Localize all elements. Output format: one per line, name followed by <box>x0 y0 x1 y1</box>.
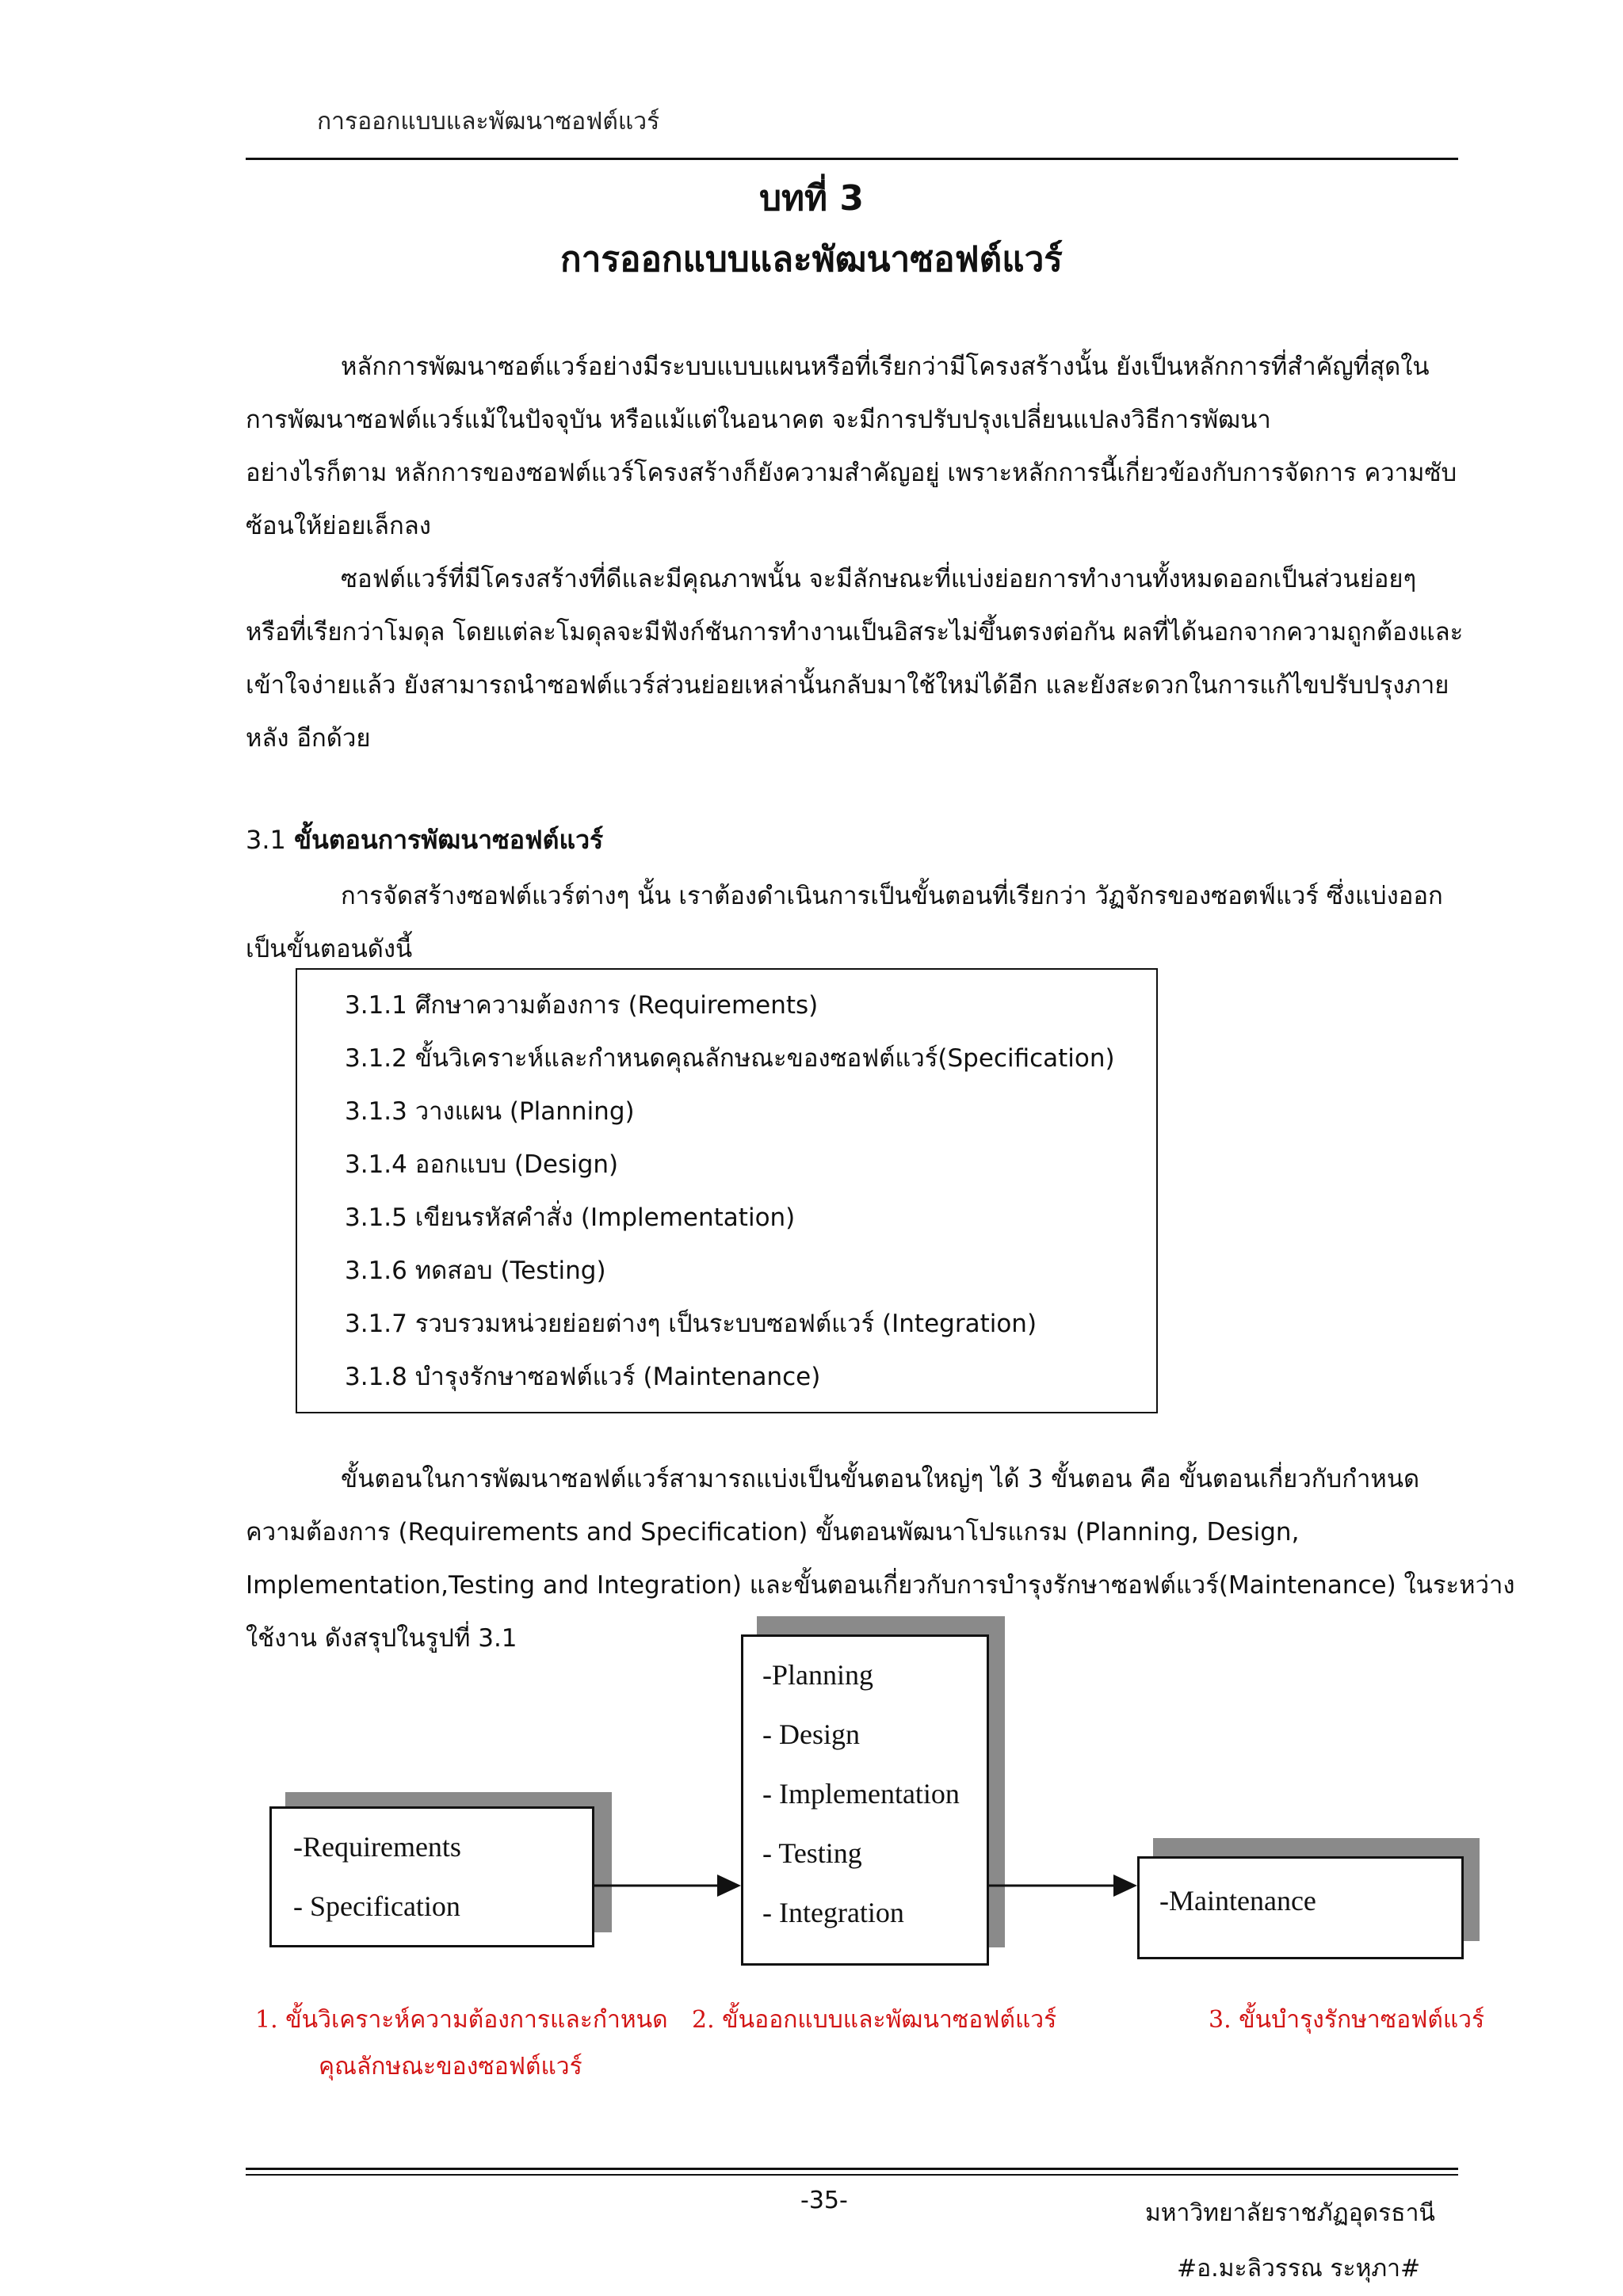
paragraph-line: ซอฟต์แวร์ที่มีโครงสร้างที่ดีและมีคุณภาพนั้น จะมีลักษณะที่แบ่งย่อยการทำงานทั้งหมดออกเป็นส่วนย่อยๆ <box>341 565 1417 593</box>
box-item: - Design <box>762 1718 860 1750</box>
paragraph-line: อย่างไรก็ตาม หลักการของซอฟต์แวร์โครงสร้างก็ยังความสำคัญอยู่ เพราะหลักการนี้เกี่ยวข้องกับการจัดการ ความซับ <box>246 459 1457 487</box>
paragraph-line: หลักการพัฒนาซอต์แวร์อย่างมีระบบแบบแผนหรือที่เรียกว่ามีโครงสร้างนั้น ยังเป็นหลักการที่สำคัญที่สุดใน <box>341 353 1430 381</box>
running-header: การออกแบบและพัฒนาซอฟต์แวร์ <box>317 108 660 135</box>
paragraph-line: ความต้องการ (Requirements and Specification) ขั้นตอนพัฒนาโปรแกรม (Planning, Design, <box>246 1518 1300 1547</box>
page-number: -35- <box>800 2187 848 2214</box>
stage-caption-3: 3. ขั้นบำรุงรักษาซอฟต์แวร์ <box>1209 2006 1485 2034</box>
paragraph-line: ใช้งาน ดังสรุปในรูปที่ 3.1 <box>246 1624 517 1653</box>
box-item: -Requirements <box>293 1831 461 1863</box>
stage-caption-1: 1. ขั้นวิเคราะห์ความต้องการและกำหนด <box>255 2006 668 2034</box>
section-number: 3.1 <box>246 825 286 855</box>
step-item: 3.1.6 ทดสอบ (Testing) <box>345 1257 606 1285</box>
box-item: - Specification <box>293 1890 460 1922</box>
step-item: 3.1.1 ศึกษาความต้องการ (Requirements) <box>345 991 819 1020</box>
paragraph-line: ซ้อนให้ย่อยเล็กลง <box>246 512 431 540</box>
paragraph-line: Implementation,Testing and Integration) และขั้นตอนเกี่ยวกับการบำรุงรักษาซอฟต์แวร์(Maintenance) ในระหว่าง <box>246 1571 1515 1600</box>
paragraph-line: เข้าใจง่ายแล้ว ยังสามารถนำซอฟต์แวร์ส่วนย่อยเหล่านั้นกลับมาใช้ใหม่ได้อีก และยังสะดวกในการแก้ไขปรับปรุงภาย <box>246 671 1449 700</box>
box-item: - Testing <box>762 1837 862 1869</box>
paragraph-line: หลัง อีกด้วย <box>246 724 371 753</box>
footer-rule <box>246 2174 1458 2176</box>
paragraph-line: การจัดสร้างซอฟต์แวร์ต่างๆ นั้น เราต้องดำเนินการเป็นขั้นตอนที่เรียกว่า วัฏจักรของซอตฟ์แวร์ ซึ่งแบ่งออก <box>341 882 1443 910</box>
paragraph-line: การพัฒนาซอฟต์แวร์แม้ในปัจจุบัน หรือแม้แต่ในอนาคต จะมีการปรับปรุงเปลี่ยนแปลงวิธีการพัฒนา <box>246 406 1271 434</box>
box-item: -Planning <box>762 1659 873 1691</box>
footer-institution: มหาวิทยาลัยราชภัฏอุดรธานี <box>1145 2199 1435 2227</box>
step-item: 3.1.8 บำรุงรักษาซอฟต์แวร์ (Maintenance) <box>345 1363 821 1391</box>
chapter-number: บทที่ 3 <box>759 178 864 219</box>
stage-caption-1-line2: คุณลักษณะของซอฟต์แวร์ <box>319 2053 582 2081</box>
step-item: 3.1.4 ออกแบบ (Design) <box>345 1150 619 1179</box>
box-item: - Integration <box>762 1897 904 1928</box>
step-item: 3.1.7 รวบรวมหน่วยย่อยต่างๆ เป็นระบบซอฟต์แวร์ (Integration) <box>345 1310 1037 1338</box>
step-item: 3.1.3 วางแผน (Planning) <box>345 1097 635 1126</box>
step-item: 3.1.2 ขั้นวิเคราะห์และกำหนดคุณลักษณะของซอฟต์แวร์(Specification) <box>345 1044 1115 1073</box>
box-item: -Maintenance <box>1159 1885 1316 1917</box>
arrow-head <box>717 1875 741 1897</box>
section-title: ขั้นตอนการพัฒนาซอฟต์แวร์ <box>294 825 604 855</box>
chapter-title: การออกแบบและพัฒนาซอฟต์แวร์ <box>560 239 1063 280</box>
box-item: - Implementation <box>762 1778 960 1810</box>
footer-rule <box>246 2168 1458 2170</box>
step-item: 3.1.5 เขียนรหัสคำสั่ง (Implementation) <box>345 1203 796 1232</box>
paragraph-line: เป็นขั้นตอนดังนี้ <box>246 935 413 963</box>
paragraph-line: หรือที่เรียกว่าโมดุล โดยแต่ละโมดุลจะมีฟังก์ชันการทำงานเป็นอิสระไม่ขึ้นตรงต่อกัน ผลที่ได้นอกจากความถูกต้องและ <box>246 618 1464 646</box>
paragraph-line: ขั้นตอนในการพัฒนาซอฟต์แวร์สามารถแบ่งเป็นขั้นตอนใหญ่ๆ ได้ 3 ขั้นตอน คือ ขั้นตอนเกี่ยวกับกำหนด <box>341 1465 1420 1493</box>
arrow-head <box>1113 1875 1137 1897</box>
stage-caption-2: 2. ขั้นออกแบบและพัฒนาซอฟต์แวร์ <box>692 2006 1057 2034</box>
footer-author: #อ.มะลิวรรณ ระหุภา# <box>1177 2255 1421 2283</box>
